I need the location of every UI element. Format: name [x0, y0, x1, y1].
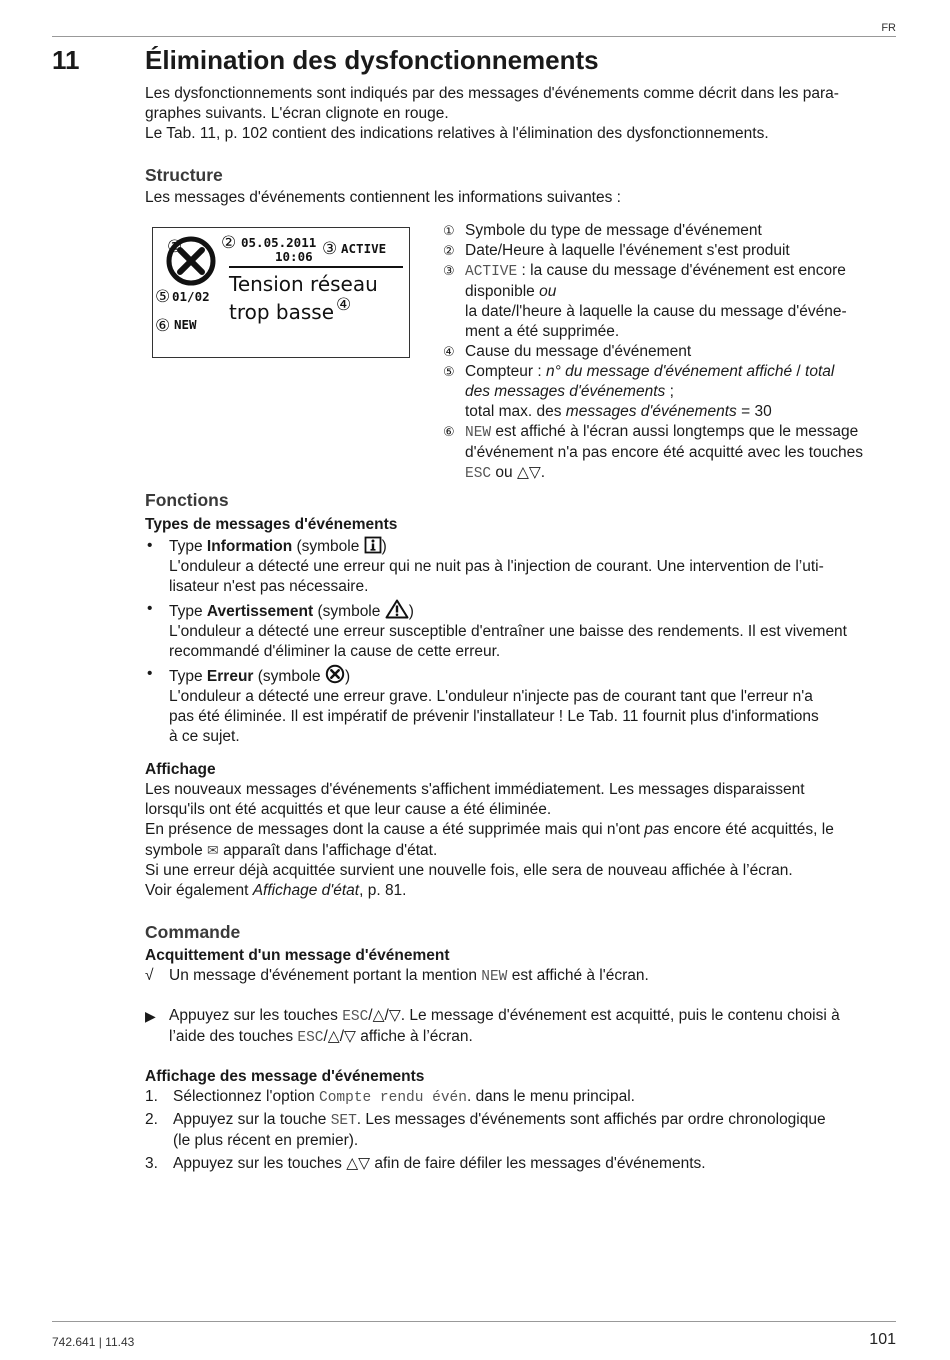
fonctions-section — [145, 489, 897, 747]
affichage-line — [145, 820, 897, 840]
list-text: à ce sujet. — [169, 728, 240, 745]
list-text-bold: Erreur — [206, 668, 254, 685]
action-item — [145, 1006, 897, 1048]
list-text: lisateur n'est pas nécessaire. — [169, 578, 369, 595]
code-new: NEW — [481, 969, 508, 985]
step-text: Appuyez sur la touche — [173, 1111, 331, 1128]
ordered-step-3 — [145, 1154, 897, 1174]
list-text: (symbole — [253, 668, 325, 685]
list-item-avertissement — [145, 599, 897, 662]
bullet-marker: • — [147, 600, 153, 617]
language-label: FR — [881, 22, 896, 34]
ordered-step-2 — [145, 1110, 897, 1151]
list-text: ) — [381, 538, 387, 555]
step-number: 2. — [145, 1111, 158, 1128]
lcd-active: ACTIVE — [341, 241, 387, 256]
affichage-line — [145, 840, 897, 861]
legend-text: : la cause du message d'événement est encore — [517, 262, 846, 279]
legend-text: ; — [665, 383, 674, 400]
section-heading-commande: Commande — [145, 922, 241, 942]
envelope-icon: ✉ — [207, 842, 219, 858]
step-text: /△/▽ affiche à l’écran. — [323, 1028, 473, 1045]
subheading-affichage-messages: Affichage des message d'événements — [145, 1068, 425, 1085]
legend-text: ment a été supprimée. — [465, 323, 620, 340]
lcd-new: NEW — [174, 317, 197, 332]
document-reference: 742.641 | 11.43 — [52, 1335, 135, 1349]
code-active: ACTIVE — [465, 264, 518, 280]
section-heading-fonctions: Fonctions — [145, 490, 229, 510]
legend-number: ⑥ — [443, 424, 455, 439]
step-text: /△/▽. Le message d'événement est acquitté, puis le contenu choisi à — [368, 1007, 840, 1024]
list-text: L'onduleur a détecté une erreur qui ne nuit pas à l'injection de courant. Une intervention de l’uti- — [169, 558, 824, 575]
legend-text: Date/Heure à laquelle l'événement s'est produit — [465, 242, 790, 259]
marker-3: ③ — [322, 239, 338, 259]
step-text: . dans le menu principal. — [466, 1088, 635, 1105]
step-text: Sélectionnez l'option — [173, 1088, 320, 1105]
page-number: 101 — [869, 1331, 896, 1348]
ordered-step-1 — [145, 1087, 897, 1108]
step-text: l’aide des touches — [169, 1028, 298, 1045]
intro-line: Le Tab. 11, p. 102 contient des indications relatives à l'élimination des dysfonctionnements. — [145, 125, 769, 142]
lcd-message-line-2: trop basse — [229, 300, 335, 324]
bullet-marker: • — [147, 537, 153, 554]
affichage-text: encore été acquittés, le — [669, 821, 834, 838]
step-text: Appuyez sur les touches — [173, 1155, 347, 1172]
marker-2: ② — [221, 233, 237, 253]
lcd-svg — [153, 228, 409, 357]
structure-section — [145, 164, 897, 208]
code-menu-option: Compte rendu évén — [319, 1090, 467, 1106]
arrow-right-icon: ▶ — [145, 1008, 156, 1024]
legend-text: d'événement n'a pas encore été acquitté avec les touches — [465, 444, 863, 461]
step-number: 1. — [145, 1088, 158, 1105]
legend-item-4 — [443, 342, 898, 362]
list-text: ) — [344, 668, 351, 685]
intro-line: graphes suivants. L'écran clignote en rouge. — [145, 105, 449, 122]
legend-number: ② — [443, 243, 455, 258]
affichage-text: , p. 81. — [359, 882, 407, 899]
step-text: (le plus récent en premier). — [173, 1132, 359, 1149]
legend-text: total max. des — [465, 403, 566, 420]
list-text: (symbole — [292, 538, 364, 555]
lcd-message-line-1: Tension réseau — [229, 272, 378, 296]
chapter-title: Élimination des dysfonctionnements — [145, 45, 599, 75]
code-esc: ESC — [342, 1009, 369, 1025]
affichage-line: Les nouveaux messages d'événements s'affichent immédiatement. Les messages disparaissent — [145, 781, 805, 798]
step-text: est affiché à l'écran. — [507, 967, 649, 984]
legend-item-1 — [443, 221, 898, 241]
commande-section — [145, 921, 897, 1174]
list-text: (symbole — [313, 603, 385, 620]
marker-6: ⑥ — [155, 316, 171, 336]
code-esc: ESC — [465, 466, 492, 482]
up-down-arrows-icon: △▽ — [346, 1155, 371, 1172]
legend-text: Compteur : — [465, 363, 546, 380]
affichage-text: apparaît dans l'affichage d'état. — [218, 842, 438, 859]
step-text: Appuyez sur les touches — [169, 1007, 343, 1024]
legend-item-6 — [443, 422, 898, 484]
error-icon — [325, 664, 345, 684]
subheading-acquittement: Acquittement d'un message d'événement — [145, 947, 450, 964]
header-rule — [52, 36, 896, 37]
legend-text-italic: messages d'événements — [565, 403, 737, 420]
marker-5: ⑤ — [155, 287, 171, 307]
affichage-text-italic: pas — [644, 821, 670, 838]
intro-paragraph — [145, 84, 897, 144]
warning-icon — [385, 599, 409, 619]
affichage-section — [145, 760, 897, 901]
bullet-marker: • — [147, 665, 153, 682]
affichage-line: lorsqu'ils ont été acquittés et que leur cause a été éliminée. — [145, 801, 552, 818]
legend-text-italic: des messages d'événements — [465, 383, 666, 400]
list-text: Type — [169, 668, 207, 685]
step-text: . Les messages d'événements sont affichés par ordre chronologique — [356, 1111, 826, 1128]
legend-text: est affiché à l'écran aussi longtemps que le message — [491, 423, 859, 440]
list-text: L'onduleur a détecté une erreur susceptible d'entraîner une baisse des rendements. Il est vivement — [169, 623, 847, 640]
affichage-line: Si une erreur déjà acquittée survient une nouvelle fois, elle sera de nouveau affichée à l’écran. — [145, 862, 793, 879]
footer-rule — [52, 1321, 896, 1322]
list-item-information — [145, 536, 897, 597]
step-number: 3. — [145, 1155, 158, 1172]
legend-text: disponible — [465, 283, 540, 300]
list-text: pas été éliminée. Il est impératif de prévenir l'installateur ! Le Tab. 11 fournit plus d'informations — [169, 708, 819, 725]
lcd-display-illustration — [152, 227, 410, 358]
code-esc: ESC — [297, 1030, 324, 1046]
legend-item-3 — [443, 261, 898, 342]
legend-text: Symbole du type de message d'événement — [465, 222, 762, 239]
step-text: afin de faire défiler les messages d'événements. — [370, 1155, 706, 1172]
legend-text: la date/l'heure à laquelle la cause du message d'événe- — [465, 303, 847, 320]
chapter-number: 11 — [52, 45, 80, 75]
marker-1: ① — [167, 237, 183, 257]
legend-number: ⑤ — [443, 364, 455, 379]
legend-number: ④ — [443, 344, 455, 359]
affichage-text: symbole — [145, 842, 208, 859]
affichage-text: Voir également — [145, 882, 253, 899]
list-text-bold: Avertissement — [206, 603, 314, 620]
precondition-item — [145, 966, 897, 987]
legend-number: ① — [443, 223, 455, 238]
marker-4: ④ — [336, 295, 352, 315]
affichage-link-italic: Affichage d'état — [252, 882, 360, 899]
list-text: recommandé d'éliminer la cause de cette erreur. — [169, 643, 501, 660]
list-text: ) — [408, 603, 414, 620]
check-icon: √ — [145, 967, 154, 984]
lcd-time: 10:06 — [275, 249, 313, 264]
intro-line: Les dysfonctionnements sont indiqués par des messages d'événements comme décrit dans les para- — [145, 85, 839, 102]
info-icon — [364, 536, 382, 554]
legend-text-italic: n° du message d'événement affiché — [545, 363, 793, 380]
step-text: Un message d'événement portant la mention — [169, 967, 482, 984]
code-new: NEW — [465, 425, 492, 441]
list-text: Type — [169, 603, 207, 620]
affichage-text: En présence de messages dont la cause a été supprimée mais qui n'ont — [145, 821, 645, 838]
legend-text-italic: total — [805, 363, 835, 380]
code-set: SET — [330, 1113, 357, 1129]
structure-text: Les messages d'événements contiennent les informations suivantes : — [145, 189, 621, 206]
list-text: L'onduleur a détecté une erreur grave. L'onduleur n'injecte pas de courant tant que l'erreur n'a — [169, 688, 813, 705]
list-text-bold: Information — [206, 538, 293, 555]
list-text: Type — [169, 538, 207, 555]
legend-text: = 30 — [736, 403, 772, 420]
lcd-date: 05.05.2011 — [241, 235, 317, 250]
legend-text-italic: ou — [539, 283, 557, 300]
legend-number: ③ — [443, 263, 455, 278]
legend-text: Cause du message d'événement — [465, 343, 692, 360]
subheading-affichage: Affichage — [145, 761, 216, 778]
lcd-counter: 01/02 — [172, 289, 210, 304]
legend-text: / — [792, 363, 806, 380]
subheading-types: Types de messages d'événements — [145, 516, 398, 533]
legend-text: ou △▽. — [491, 464, 546, 481]
affichage-line — [145, 881, 897, 901]
section-heading-structure: Structure — [145, 165, 223, 185]
legend-item-2 — [443, 241, 898, 261]
legend-item-5 — [443, 362, 898, 422]
lcd-legend — [443, 221, 898, 484]
list-item-erreur — [145, 664, 897, 747]
